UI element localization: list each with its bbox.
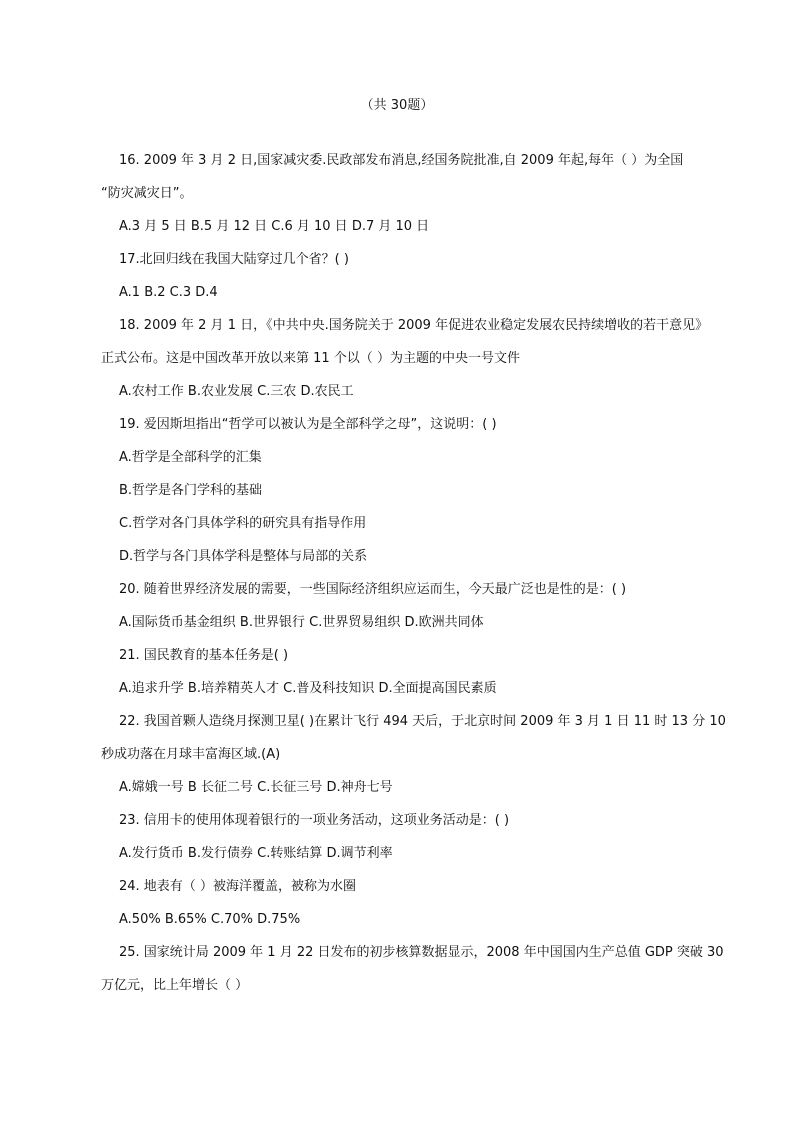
question-19-option-a: A.哲学是全部科学的汇集 bbox=[119, 450, 262, 465]
question-19-option-b: B.哲学是各门学科的基础 bbox=[119, 483, 263, 498]
question-19-option-d: D.哲学与各门具体学科是整体与局部的关系 bbox=[119, 549, 368, 564]
question-24-line-1: 24. 地表有（ ）被海洋覆盖，被称为水圈 bbox=[119, 879, 356, 894]
question-18-options: A.农村工作 B.农业发展 C.三农 D.农民工 bbox=[119, 384, 354, 399]
question-22-line-1: 22. 我国首颗人造绕月探测卫星( )在累计飞行 494 天后，于北京时间 2009 年 3 月 1 日 11 时 13 分 10 bbox=[119, 714, 726, 729]
question-20-line-1: 20. 随着世界经济发展的需要，一些国际经济组织应运而生，今天最广泛也是性的是：( ) bbox=[119, 582, 627, 597]
page-title: （共 30题） bbox=[360, 98, 434, 113]
question-19-line-1: 19. 爱因斯坦指出“哲学可以被认为是全部科学之母”，这说明：( ) bbox=[119, 417, 497, 432]
question-19-option-c: C.哲学对各门具体学科的研究具有指导作用 bbox=[119, 516, 367, 531]
question-17-options: A.1 B.2 C.3 D.4 bbox=[119, 285, 218, 300]
question-list bbox=[101, 150, 726, 997]
question-22-line-2: 秒成功落在月球丰富海区域.(A) bbox=[101, 747, 281, 762]
question-22-options: A.嫦娥一号 B 长征二号 C.长征三号 D.神舟七号 bbox=[119, 780, 393, 795]
question-23-options: A.发行货币 B.发行债券 C.转账结算 D.调节利率 bbox=[119, 846, 393, 861]
question-16-line-2: “防灾减灾日”。 bbox=[101, 186, 193, 201]
question-17-line-1: 17.北回归线在我国大陆穿过几个省？( ) bbox=[119, 252, 349, 267]
question-25-line-1: 25. 国家统计局 2009 年 1 月 22 日发布的初步核算数据显示，2008 年中国国内生产总值 GDP 突破 30 bbox=[119, 945, 724, 960]
question-25-line-2: 万亿元，比上年增长（ ） bbox=[101, 978, 249, 993]
question-16-line-1: 16. 2009 年 3 月 2 日,国家减灾委.民政部发布消息,经国务院批准,自 2009 年起,每年（ ）为全国 bbox=[119, 153, 684, 168]
question-20-options: A.国际货币基金组织 B.世界银行 C.世界贸易组织 D.欧洲共同体 bbox=[119, 615, 484, 630]
question-21-options: A.追求升学 B.培养精英人才 C.普及科技知识 D.全面提高国民素质 bbox=[119, 681, 497, 696]
question-23-line-1: 23. 信用卡的使用体现着银行的一项业务活动，这项业务活动是：( ) bbox=[119, 813, 510, 828]
question-24-options: A.50% B.65% C.70% D.75% bbox=[119, 912, 301, 927]
question-16-options: A.3 月 5 日 B.5 月 12 日 C.6 月 10 日 D.7 月 10 日 bbox=[119, 219, 430, 234]
question-21-line-1: 21. 国民教育的基本任务是( ) bbox=[119, 648, 289, 663]
question-18-line-2: 正式公布。这是中国改革开放以来第 11 个以（ ）为主题的中央一号文件 bbox=[101, 351, 520, 366]
question-18-line-1: 18. 2009 年 2 月 1 日，《中共中央.国务院关于 2009 年促进农业稳定发展农民持续增收的若干意见》 bbox=[119, 318, 709, 333]
